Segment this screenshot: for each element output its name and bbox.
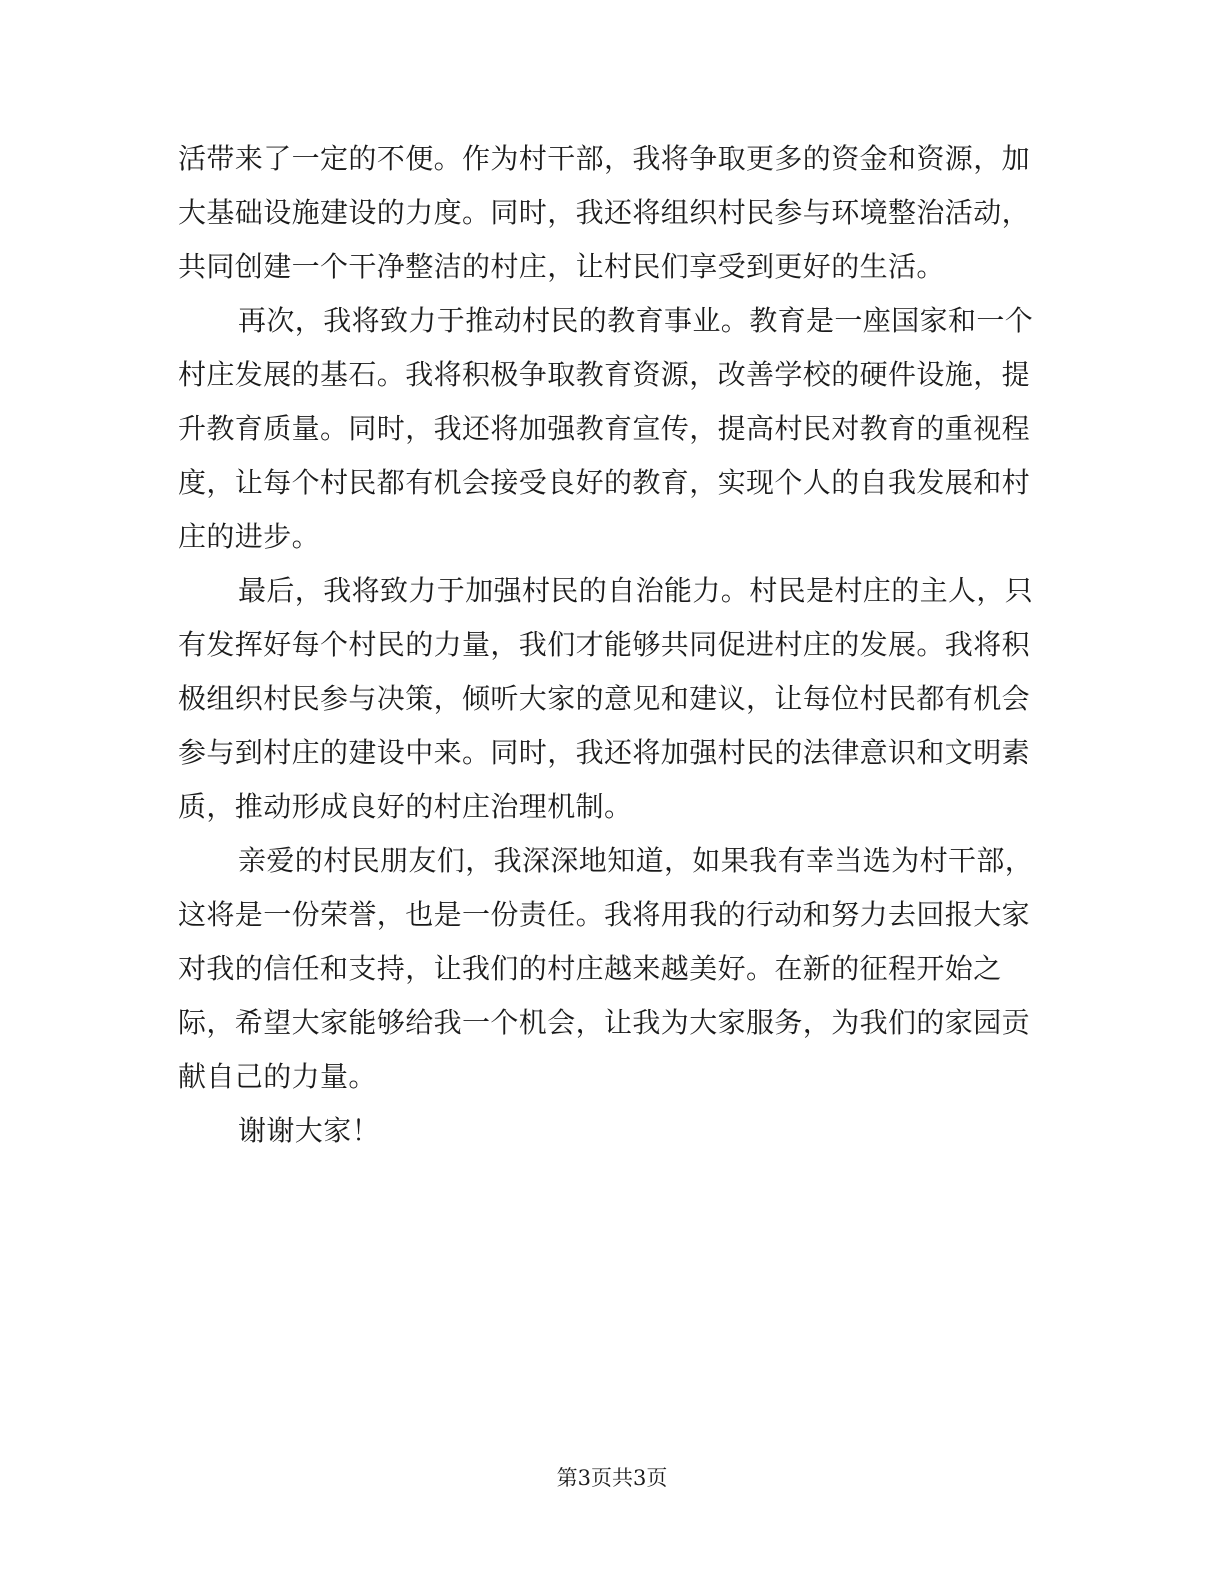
- text-line: 献自己的力量。: [178, 1060, 377, 1093]
- text-line: 共同创建一个干净整洁的村庄，让村民们享受到更好的生活。: [178, 250, 945, 283]
- text-line: 升教育质量。同时，我还将加强教育宣传，提高村民对教育的重视程: [178, 412, 1031, 445]
- text-line: 度，让每个村民都有机会接受良好的教育，实现个人的自我发展和村: [178, 466, 1031, 499]
- text-line: 村庄发展的基石。我将积极争取教育资源，改善学校的硬件设施，提: [178, 358, 1031, 391]
- text-line: 亲爱的村民朋友们，我深深地知道，如果我有幸当选为村干部，: [238, 844, 1034, 877]
- text-line: 大基础设施建设的力度。同时，我还将组织村民参与环境整治活动，: [178, 196, 1031, 229]
- text-line: 极组织村民参与决策，倾听大家的意见和建议，让每位村民都有机会: [178, 682, 1031, 715]
- body-text: [178, 132, 1034, 1158]
- text-line: 再次，我将致力于推动村民的教育事业。教育是一座国家和一个: [238, 304, 1034, 337]
- text-line: 际，希望大家能够给我一个机会，让我为大家服务，为我们的家园贡: [178, 1006, 1031, 1039]
- text-line: 谢谢大家！: [238, 1114, 381, 1147]
- text-line: 庄的进步。: [178, 520, 321, 553]
- text-line: 这将是一份荣誉，也是一份责任。我将用我的行动和努力去回报大家: [178, 898, 1031, 931]
- page-number-footer: 第3页共3页: [556, 1466, 668, 1490]
- text-line: 质，推动形成良好的村庄治理机制。: [178, 790, 633, 823]
- text-line: 有发挥好每个村民的力量，我们才能够共同促进村庄的发展。我将积: [178, 628, 1031, 661]
- text-line: 活带来了一定的不便。作为村干部，我将争取更多的资金和资源，加: [178, 142, 1031, 175]
- text-line: 对我的信任和支持，让我们的村庄越来越美好。在新的征程开始之: [178, 952, 1002, 985]
- text-line: 最后，我将致力于加强村民的自治能力。村民是村庄的主人，只: [238, 574, 1034, 607]
- text-line: 参与到村庄的建设中来。同时，我还将加强村民的法律意识和文明素: [178, 736, 1031, 769]
